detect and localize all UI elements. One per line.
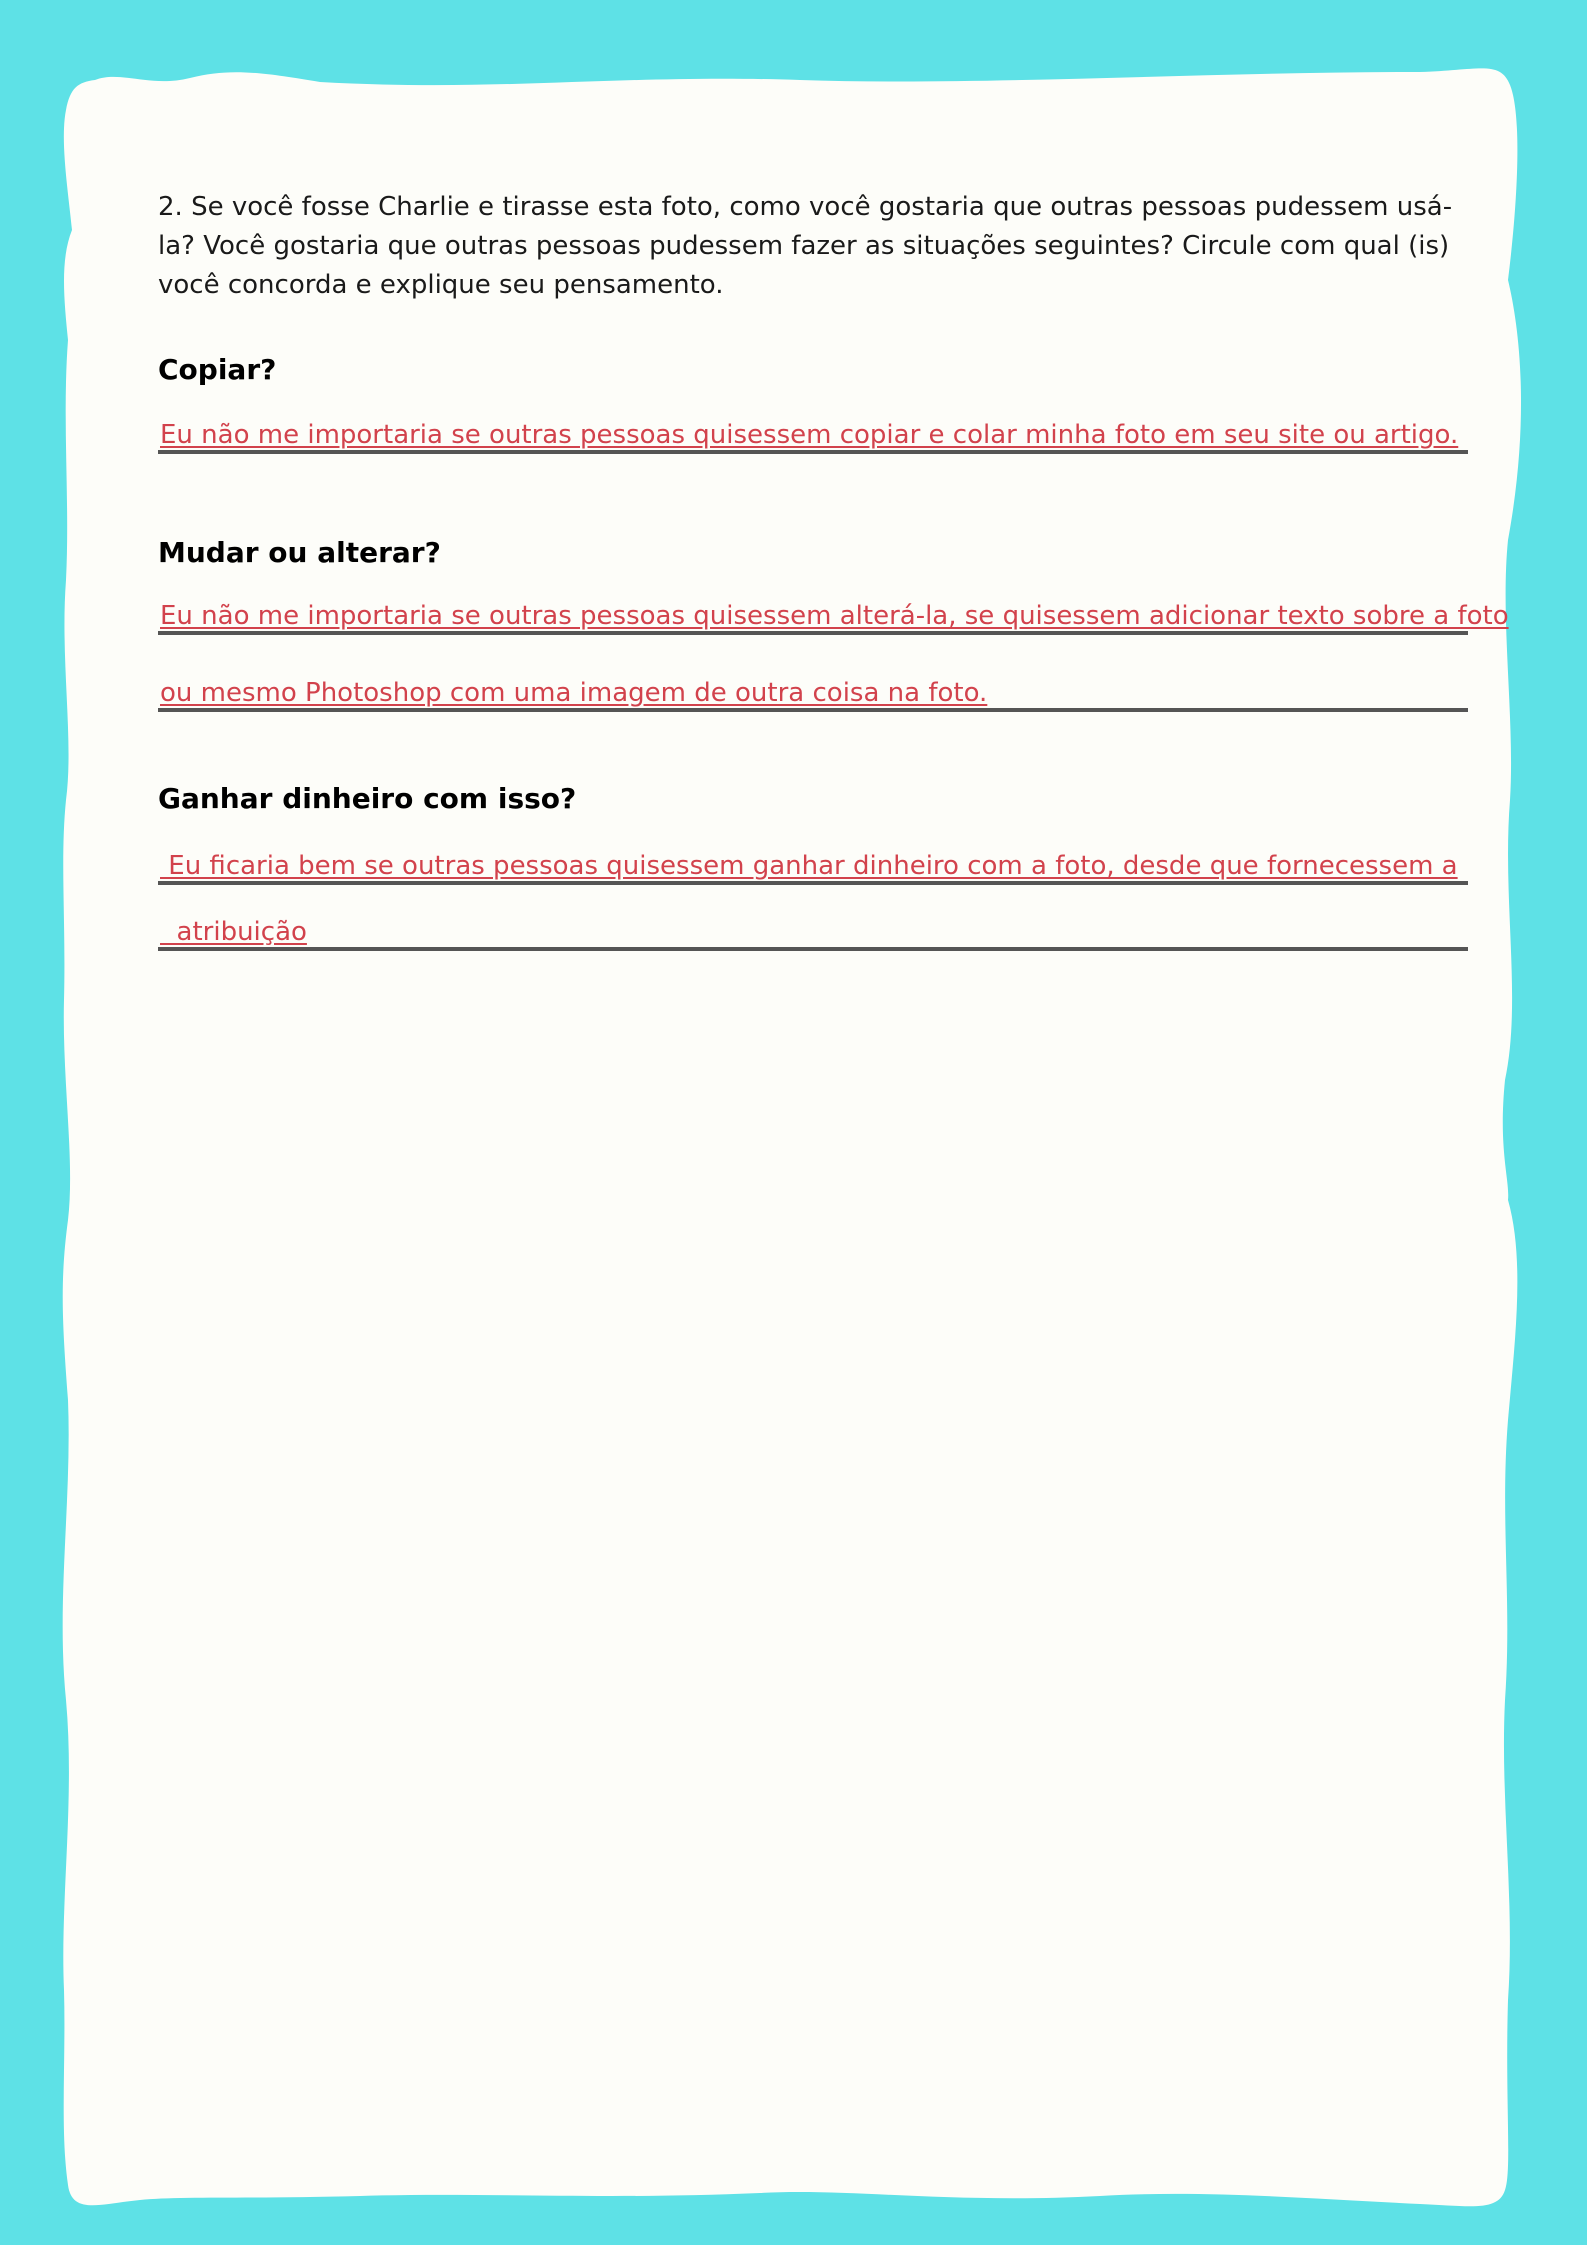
answer-line[interactable] [158, 583, 1509, 635]
question-text: 2. Se você fosse Charlie e tirasse esta foto, como você gostaria que outras pessoas pudessem usá-la? Você gostaria que outras pessoas pudessem fazer as situações seguintes? Circule com qual (is) você concorda e explique seu pensamento. [158, 192, 1453, 300]
answer-text: ou mesmo Photoshop com uma imagem de outra coisa na foto. [160, 678, 988, 708]
answer-text: Eu ficaria bem se outras pessoas quisessem ganhar dinheiro com a foto, desde que fornecessem a [160, 851, 1458, 881]
section-heading-copy: Copiar? [158, 353, 277, 386]
answer-text: atribuição [160, 917, 307, 947]
section-monetize [158, 779, 1468, 951]
answer-line[interactable] [158, 833, 1468, 885]
section-modify [158, 533, 1509, 712]
answer-line[interactable] [158, 899, 1468, 951]
answer-line[interactable] [158, 402, 1468, 454]
answer-text: Eu não me importaria se outras pessoas quisessem copiar e colar minha foto em seu site ou artigo. [160, 420, 1459, 450]
section-heading-modify: Mudar ou alterar? [158, 536, 441, 569]
worksheet-content [158, 188, 1509, 947]
answer-line[interactable] [158, 660, 1468, 712]
answer-text: Eu não me importaria se outras pessoas quisessem alterá-la, se quisessem adicionar texto sobre a foto [160, 601, 1509, 631]
section-heading-monetize: Ganhar dinheiro com isso? [158, 782, 577, 815]
section-copy [158, 350, 1468, 454]
